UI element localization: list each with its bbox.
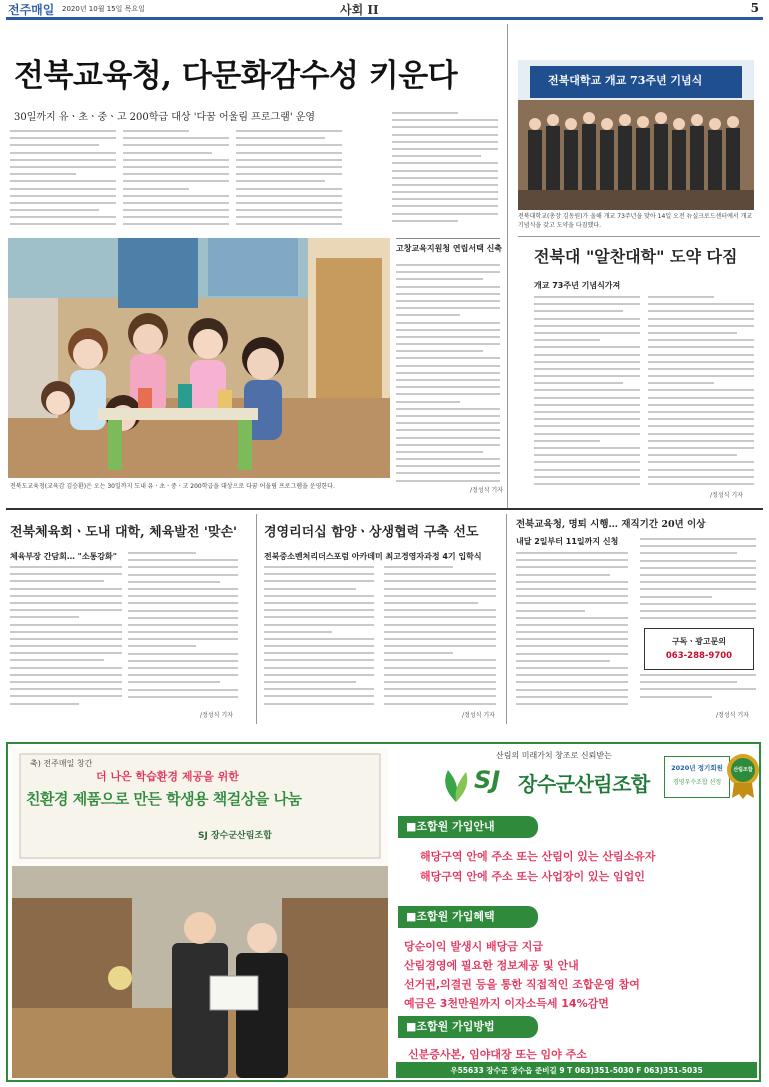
leaf-logo-icon <box>438 764 474 804</box>
sidebar-text-col-1 <box>534 296 640 486</box>
row2-right-col-1 <box>516 552 628 706</box>
benefit-title: ■조합원 가입혜택 <box>398 906 538 928</box>
row2-mid-col-2 <box>384 566 496 706</box>
middle-rule <box>396 238 500 239</box>
join-guide-title: ■조합원 가입안내 <box>398 816 538 838</box>
ad-banner-main: 친환경 제품으로 만든 학생용 책걸상을 나눔 <box>26 790 302 808</box>
subscribe-label: 구독ㆍ광고문의 <box>671 637 727 646</box>
main-headline: 전북교육청, 다문화감수성 키운다 <box>14 58 458 94</box>
ad-banner-org: SJ 장수군산림조합 <box>198 831 272 841</box>
award-box <box>664 756 730 798</box>
benefit-line-3: 선거권,의결권 등을 통한 직접적인 조합운영 참여 <box>404 978 640 991</box>
ad-slogan-top: 산림의 미래가치 창조로 신뢰받는 <box>496 751 612 760</box>
row2-left-subhead: 체육부장 간담회… "소통강화" <box>10 552 117 561</box>
masthead-date: 2020년 10월 15일 목요일 <box>62 5 145 13</box>
row2-mid-col-1 <box>264 566 374 706</box>
ceremony-photo <box>518 60 754 210</box>
join-guide-line-2: 해당구역 안에 주소 또는 사업장이 있는 임업인 <box>420 870 645 883</box>
sidebar-headline: 전북대 "알찬대학" 도약 다짐 <box>534 247 738 266</box>
row2-rule-2 <box>506 514 507 724</box>
main-photo-caption: 전북도교육청(교육감 김승환)은 오는 30일까지 도내 유ㆍ초ㆍ중ㆍ고 200학급을 대상으로 다꿈 어울림 프로그램을 운영한다. <box>10 483 335 490</box>
row2-left-byline: /정성식 기자 <box>200 712 233 719</box>
sidebar-subhead: 개교 73주년 기념식가져 <box>534 281 621 290</box>
main-text-col-4 <box>392 112 498 230</box>
row2-top-rule <box>6 508 763 510</box>
ad-banner-top-small: 축) 전주매일 창간 <box>30 759 93 768</box>
ad-footer-text: 우55633 장수군 장수읍 준비길 9 T 063)351-5030 F 063)351-5035 <box>450 1066 703 1075</box>
ad-org-name: 장수군산림조합 <box>518 772 650 796</box>
sidebar-text-col-2 <box>648 296 754 486</box>
sidebar-rule-top <box>518 236 760 237</box>
award-text: 경영우수조합 선정 <box>672 779 722 786</box>
ad-frame <box>6 742 761 1082</box>
main-text-col-3 <box>236 130 342 230</box>
join-method-line-1: 신분증사본, 임야대장 또는 임야 주소 <box>408 1048 587 1061</box>
subscribe-box <box>644 628 754 670</box>
join-guide-line-1: 해당구역 안에 주소 또는 산림이 있는 산림소유자 <box>420 850 656 863</box>
row2-right-headline: 전북교육청, 명퇴 시행… 재직기간 20년 이상 <box>516 519 706 530</box>
ceremony-caption: 전북대학교(총장 김동원)가 올해 개교 73주년을 맞아 14일 오전 뉴실크로드센터에서 개교기념식을 갖고 도약을 다짐했다. <box>518 213 753 229</box>
children-photo <box>8 238 390 478</box>
seal-text: 산림조합 <box>733 767 753 773</box>
row2-left-col-2 <box>128 552 238 706</box>
header-rule <box>6 17 763 20</box>
row2-mid-byline: /정성식 기자 <box>462 712 495 719</box>
row2-left-headline: 전북체육회ㆍ도내 대학, 체육발전 '맞손' <box>10 525 237 540</box>
sidebar-byline: /정성식 기자 <box>710 492 743 499</box>
subscribe-phone: 063-288-9700 <box>665 651 733 661</box>
ad-org-logo: SJ <box>474 766 501 794</box>
row2-right-col-3 <box>640 674 756 704</box>
main-text-col-2 <box>123 130 229 230</box>
sidebar-rule <box>507 24 508 508</box>
award-year: 2020년 정기회원 <box>671 764 723 772</box>
main-byline: /정성식 기자 <box>470 487 503 494</box>
row2-right-subhead: 내달 2일부터 11일까지 신청 <box>516 537 619 546</box>
ad-footer-bar <box>396 1062 757 1078</box>
middle-text <box>396 264 500 482</box>
benefit-line-1: 당순이익 발생시 배당금 지급 <box>404 940 543 953</box>
ad-photo <box>12 748 388 1078</box>
masthead-paper: 전주매일 <box>8 3 55 17</box>
main-subhead: 30일까지 유ㆍ초ㆍ중ㆍ고 200학급 대상 '다꿈 어울림 프로그램' 운영 <box>14 112 316 123</box>
middle-headline: 고창교육지원청 연립서택 신축 <box>396 244 503 253</box>
ceremony-banner-text: 전북대학교 개교 73주년 기념식 <box>548 74 703 87</box>
row2-right-byline: /정성식 기자 <box>716 712 749 719</box>
benefit-line-2: 산림경영에 필요한 정보제공 및 안내 <box>404 959 579 972</box>
section-title: 사회 II <box>340 3 379 17</box>
benefit-line-4: 예금은 3천만원까지 이자소득세 14%감면 <box>404 997 609 1010</box>
row2-left-col-1 <box>10 566 122 706</box>
row2-rule-1 <box>256 514 257 724</box>
main-text-col-1 <box>10 130 116 230</box>
ad-banner-top-big: 더 나은 학습환경 제공을 위한 <box>96 770 239 783</box>
page-number: 5 <box>750 1 759 15</box>
row2-right-col-2 <box>640 538 756 622</box>
join-method-title: ■조합원 가입방법 <box>398 1016 538 1038</box>
row2-mid-subhead: 전북중소벤처리더스포럼 아카데미 최고경영자과정 4기 입학식 <box>264 552 482 561</box>
row2-mid-headline: 경영리더십 함양ㆍ상생협력 구축 선도 <box>264 525 479 540</box>
gold-seal-icon <box>726 750 760 800</box>
